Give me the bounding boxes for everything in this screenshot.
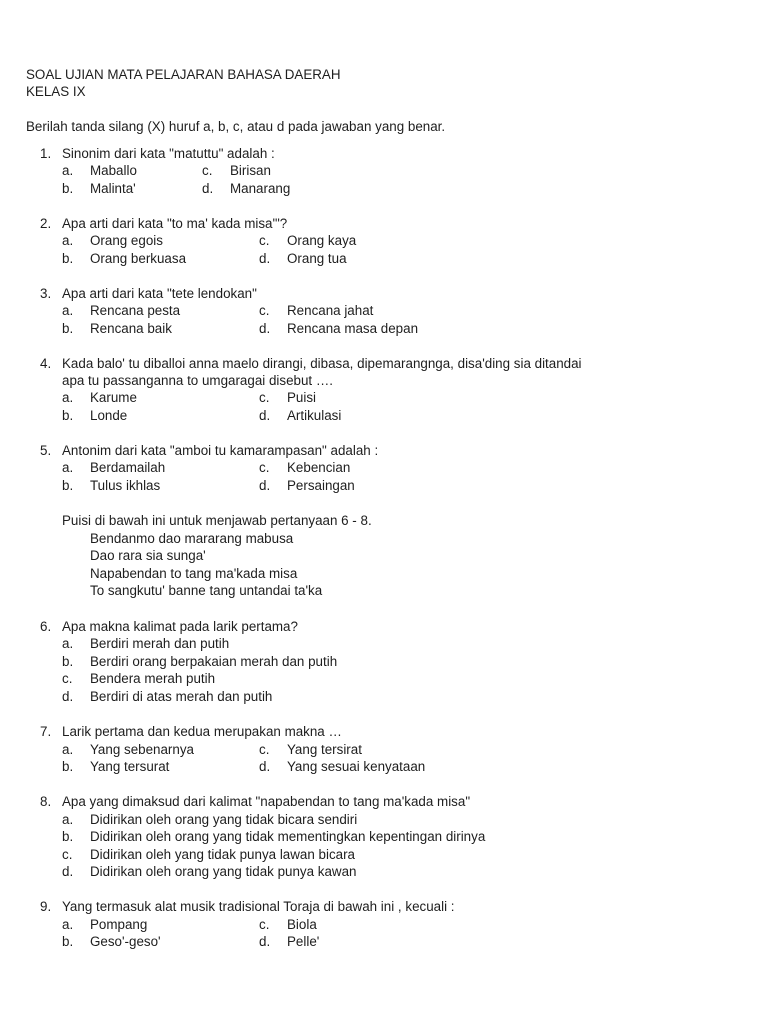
option-d-text[interactable]: Artikulasi bbox=[287, 408, 342, 423]
question-text: Apa arti dari kata "to ma' kada misa'"? bbox=[62, 216, 288, 231]
option-b-letter[interactable]: b. bbox=[62, 321, 74, 336]
option-c-text[interactable]: Orang kaya bbox=[287, 233, 357, 248]
option-c-letter[interactable]: c. bbox=[62, 847, 73, 862]
option-a-text[interactable]: Didirikan oleh orang yang tidak bicara sendiri bbox=[90, 812, 358, 827]
option-b-letter[interactable]: b. bbox=[62, 408, 74, 423]
poem-line: Dao rara sia sunga' bbox=[90, 548, 206, 563]
option-a-letter[interactable]: a. bbox=[62, 742, 74, 757]
option-a-text[interactable]: Yang sebenarnya bbox=[90, 742, 194, 757]
option-d-text[interactable]: Manarang bbox=[230, 181, 291, 196]
question-number: 1. bbox=[40, 146, 52, 161]
question-text: Apa yang dimaksud dari kalimat "napabendan to tang ma'kada misa" bbox=[62, 794, 471, 809]
option-b-text[interactable]: Londe bbox=[90, 408, 128, 423]
option-a-letter[interactable]: a. bbox=[62, 636, 74, 651]
question-text-continued: apa tu passanganna to umgaragai disebut …. bbox=[62, 373, 333, 388]
option-a-text[interactable]: Berdamailah bbox=[90, 460, 166, 475]
option-c-letter[interactable]: c. bbox=[62, 671, 73, 686]
option-c-text[interactable]: Rencana jahat bbox=[287, 303, 374, 318]
question-text: Kada balo' tu diballoi anna maelo dirangi, dibasa, dipemarangnga, disa'ding sia ditandai bbox=[62, 356, 582, 371]
option-a-letter[interactable]: a. bbox=[62, 390, 74, 405]
option-c-letter[interactable]: c. bbox=[259, 233, 270, 248]
option-d-text[interactable]: Berdiri di atas merah dan putih bbox=[90, 689, 273, 704]
option-a-letter[interactable]: a. bbox=[62, 917, 74, 932]
exam-title: SOAL UJIAN MATA PELAJARAN BAHASA DAERAH bbox=[26, 67, 341, 82]
option-a-text[interactable]: Rencana pesta bbox=[90, 303, 181, 318]
question-number: 2. bbox=[40, 216, 52, 231]
poem-line: Napabendan to tang ma'kada misa bbox=[90, 566, 298, 581]
option-b-text[interactable]: Tulus ikhlas bbox=[90, 478, 161, 493]
option-b-text[interactable]: Berdiri orang berpakaian merah dan putih bbox=[90, 654, 338, 669]
option-a-text[interactable]: Orang egois bbox=[90, 233, 163, 248]
option-a-letter[interactable]: a. bbox=[62, 233, 74, 248]
option-d-text[interactable]: Yang sesuai kenyataan bbox=[287, 759, 426, 774]
question-number: 5. bbox=[40, 443, 52, 458]
class-label: KELAS IX bbox=[26, 84, 86, 99]
option-a-letter[interactable]: a. bbox=[62, 460, 74, 475]
question-text: Apa makna kalimat pada larik pertama? bbox=[62, 619, 298, 634]
option-a-letter[interactable]: a. bbox=[62, 812, 74, 827]
question-number: 8. bbox=[40, 794, 52, 809]
option-d-letter[interactable]: d. bbox=[259, 934, 271, 949]
option-d-letter[interactable]: d. bbox=[62, 689, 74, 704]
option-c-letter[interactable]: c. bbox=[259, 390, 270, 405]
option-b-text[interactable]: Geso'-geso' bbox=[90, 934, 161, 949]
option-b-letter[interactable]: b. bbox=[62, 251, 74, 266]
option-c-text[interactable]: Bendera merah putih bbox=[90, 671, 216, 686]
option-c-text[interactable]: Kebencian bbox=[287, 460, 351, 475]
option-b-text[interactable]: Orang berkuasa bbox=[90, 251, 187, 266]
question-number: 7. bbox=[40, 724, 52, 739]
option-d-letter[interactable]: d. bbox=[62, 864, 74, 879]
option-d-text[interactable]: Orang tua bbox=[287, 251, 347, 266]
poem-line: Bendanmo dao mararang mabusa bbox=[90, 531, 294, 546]
option-b-letter[interactable]: b. bbox=[62, 181, 74, 196]
option-d-letter[interactable]: d. bbox=[259, 321, 271, 336]
question-text: Sinonim dari kata "matuttu" adalah : bbox=[62, 146, 275, 161]
question-text: Apa arti dari kata "tete lendokan" bbox=[62, 286, 257, 301]
option-a-letter[interactable]: a. bbox=[62, 163, 74, 178]
option-a-text[interactable]: Karume bbox=[90, 390, 137, 405]
option-d-letter[interactable]: d. bbox=[259, 408, 271, 423]
option-c-letter[interactable]: c. bbox=[259, 303, 270, 318]
question-number: 6. bbox=[40, 619, 52, 634]
option-b-letter[interactable]: b. bbox=[62, 829, 74, 844]
option-d-letter[interactable]: d. bbox=[259, 251, 271, 266]
option-b-text[interactable]: Yang tersurat bbox=[90, 759, 170, 774]
question-text: Yang termasuk alat musik tradisional Toraja di bawah ini , kecuali : bbox=[62, 899, 455, 914]
option-a-text[interactable]: Maballo bbox=[90, 163, 137, 178]
poem-line: To sangkutu' banne tang untandai ta'ka bbox=[90, 583, 323, 598]
option-b-letter[interactable]: b. bbox=[62, 934, 74, 949]
option-c-letter[interactable]: c. bbox=[259, 460, 270, 475]
option-a-letter[interactable]: a. bbox=[62, 303, 74, 318]
option-c-letter[interactable]: c. bbox=[259, 917, 270, 932]
option-d-letter[interactable]: d. bbox=[202, 181, 214, 196]
option-b-text[interactable]: Malinta' bbox=[90, 181, 136, 196]
option-c-letter[interactable]: c. bbox=[259, 742, 270, 757]
question-number: 9. bbox=[40, 899, 52, 914]
option-d-letter[interactable]: d. bbox=[259, 478, 271, 493]
option-d-text[interactable]: Didirikan oleh orang yang tidak punya kawan bbox=[90, 864, 357, 879]
option-c-text[interactable]: Didirikan oleh yang tidak punya lawan bicara bbox=[90, 847, 355, 862]
option-a-text[interactable]: Berdiri merah dan putih bbox=[90, 636, 230, 651]
option-c-text[interactable]: Yang tersirat bbox=[287, 742, 362, 757]
option-b-text[interactable]: Rencana baik bbox=[90, 321, 172, 336]
instruction-text: Berilah tanda silang (X) huruf a, b, c, atau d pada jawaban yang benar. bbox=[26, 119, 446, 134]
option-a-text[interactable]: Pompang bbox=[90, 917, 148, 932]
question-text: Antonim dari kata "amboi tu kamarampasan" adalah : bbox=[62, 443, 379, 458]
option-b-letter[interactable]: b. bbox=[62, 759, 74, 774]
option-c-text[interactable]: Birisan bbox=[230, 163, 271, 178]
poem-intro: Puisi di bawah ini untuk menjawab pertanyaan 6 - 8. bbox=[62, 513, 372, 528]
question-number: 4. bbox=[40, 356, 52, 371]
option-d-text[interactable]: Persaingan bbox=[287, 478, 355, 493]
option-d-text[interactable]: Pelle' bbox=[287, 934, 320, 949]
option-d-text[interactable]: Rencana masa depan bbox=[287, 321, 419, 336]
question-text: Larik pertama dan kedua merupakan makna … bbox=[62, 724, 342, 739]
option-c-text[interactable]: Biola bbox=[287, 917, 317, 932]
question-number: 3. bbox=[40, 286, 52, 301]
option-c-letter[interactable]: c. bbox=[202, 163, 213, 178]
option-b-text[interactable]: Didirikan oleh orang yang tidak mementingkan kepentingan dirinya bbox=[90, 829, 486, 844]
option-b-letter[interactable]: b. bbox=[62, 478, 74, 493]
option-c-text[interactable]: Puisi bbox=[287, 390, 317, 405]
option-d-letter[interactable]: d. bbox=[259, 759, 271, 774]
option-b-letter[interactable]: b. bbox=[62, 654, 74, 669]
